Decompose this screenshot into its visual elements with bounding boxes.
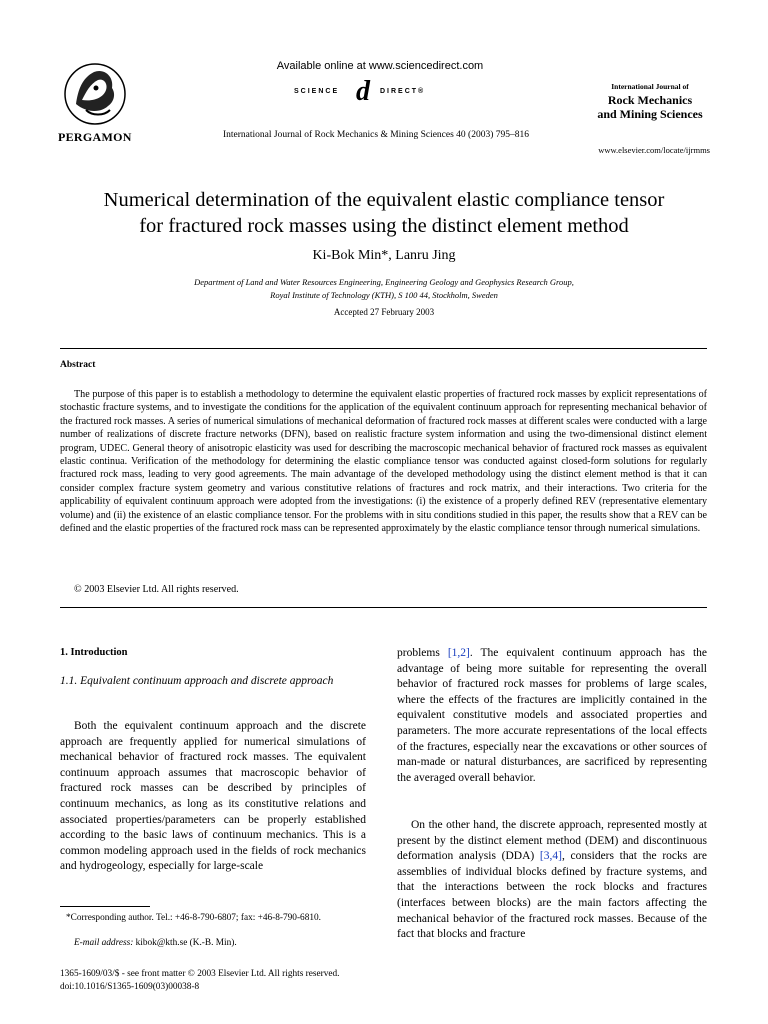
- reference-link-1-2[interactable]: [1,2]: [447, 647, 470, 659]
- footnote-email: [74, 938, 237, 948]
- left-column-paragraph: Both the equivalent continuum approach and the discrete approach are frequently applied for numerical simulations of mechanical behavior of fractured rock masses. The equivalent continuum approach assumes that macroscopic behavior of fractured rock masses can be described by principles of continuum mechanics, as long as its constitutive relations and associated properties/parameters can be properly established according to the basic laws of continuum mechanics. This is a common modeling approach used in the fields of rock mechanics and hydrogeology, especially for large-scale: [60, 720, 366, 873]
- paper-title-line2: for fractured rock masses using the distinct element method: [139, 215, 629, 237]
- journal-citation: International Journal of Rock Mechanics & Mining Sciences 40 (2003) 795–816: [222, 130, 530, 140]
- right-column-paragraph-2: [397, 818, 707, 943]
- footer-doi[interactable]: doi:10.1016/S1365-1609(03)00038-8: [60, 982, 200, 992]
- abstract-heading: Abstract: [60, 360, 96, 370]
- right-p1-rest: . The equivalent continuum approach has the advantage of being more suitable for representing the overall behavior of fractured rock masses for problems of large scales, where the effects of the fractures are implicitly contained in the equivalent constitutive models and associated properties and parameters. The more accurate representations of the local effects of the fractures, especially near the excavations or other sources of man-made or natural disturbances, are sacrificed by representing the averaged overall behavior.: [397, 647, 708, 784]
- available-online-text: Available online at www.sciencedirect.com: [276, 60, 484, 72]
- journal-name-line1: Rock Mechanics: [607, 93, 693, 107]
- right-p1-start: problems: [397, 647, 448, 659]
- paper-authors: Ki-Bok Min*, Lanru Jing: [312, 248, 456, 263]
- footnote-divider: [60, 906, 150, 907]
- abstract-top-rule: [60, 348, 707, 349]
- sciencedirect-left-text: SCIENCE: [294, 88, 340, 95]
- sciencedirect-mark-icon: d: [356, 76, 370, 107]
- publisher-name: PERGAMON: [58, 130, 132, 144]
- abstract-body: The purpose of this paper is to establish a methodology to determine the equivalent elastic properties of fractured rock masses by explicit representations of stochastic fracture systems, and to investigate the conditions for the application of the equivalent continuum approach for representing mechanical behavior of the fractured rock masses. A series of numerical simulations of mechanical deformation of fractured rock masses at different scales were conducted with a large number of realizations of discrete fracture networks (DFN), based on realistic fracture system information and using the two-dimensional distinct element program, UDEC. General theory of anisotropic elasticity was used for describing the macroscopic mechanical behavior of fractured rock masses as equivalent elastic continua. Verification of the methodology for determining the elastic compliance tensor was conducted against closed-form solutions for regularly fractured rock mass, leading to very good agreements. The main advantage of the developed methodology using the distinct element method is that it can consider complex fracture system geometry and various constitutive relations of fractures and rock matrix, and their interactions. Two criteria for the applicability of equivalent continuum approach were adopted from the investigations: (i) the existence of a properly defined REV (representative elementary volume) and (ii) the existence of an elastic compliance tensor. For the problems with in situ conditions studied in this paper, the results show that a REV can be defined and the elastic properties of the fractured rock mass can be represented approximately by the elastic compliance tensor through numerical simulations.: [60, 389, 707, 535]
- elsevier-tree-logo: [60, 60, 130, 126]
- affiliation-line2: Royal Institute of Technology (KTH), S 100 44, Stockholm, Sweden: [270, 290, 498, 300]
- journal-name-small: International Journal of: [611, 82, 689, 91]
- affiliation-line1: Department of Land and Water Resources Engineering, Engineering Geology and Geophysics Research Group,: [194, 277, 574, 287]
- right-p2-start: On the other hand, the discrete approach, represented mostly at present by the distinct element method (DEM) and discontinuous deformation analysis (DDA): [397, 819, 707, 863]
- right-p2-rest: , considers that the rocks are assemblies of individual blocks defined by fracture systems, and that the interactions between the rock blocks and fractures (interfaces between blocks) are the main factors affecting the mechanical behavior of the fractured rock masses. Because of the fact that blocks and fracture: [397, 850, 707, 941]
- right-column-paragraph-1: [397, 646, 707, 786]
- accepted-date: Accepted 27 February 2003: [333, 307, 435, 317]
- footnote-corresponding: *Corresponding author. Tel.: +46-8-790-6807; fax: +46-8-790-6810.: [66, 913, 321, 923]
- journal-name-line2: and Mining Sciences: [597, 107, 703, 121]
- journal-url[interactable]: www.elsevier.com/locate/ijrmms: [598, 145, 710, 155]
- reference-link-3-4[interactable]: [3,4]: [539, 850, 562, 863]
- section-heading-introduction: 1. Introduction: [60, 647, 128, 658]
- sciencedirect-logo: [290, 76, 470, 107]
- abstract-copyright: © 2003 Elsevier Ltd. All rights reserved.: [74, 584, 239, 595]
- paper-title-line1: Numerical determination of the equivalent elastic compliance tensor: [103, 189, 665, 211]
- subsection-heading: 1.1. Equivalent continuum approach and discrete approach: [60, 675, 334, 687]
- email-label: E-mail address:: [74, 938, 134, 948]
- email-value[interactable]: kibok@kth.se (K.-B. Min).: [133, 938, 237, 948]
- abstract-bottom-rule: [60, 607, 707, 608]
- sciencedirect-right-text: DIRECT®: [380, 88, 426, 95]
- footer-issn: 1365-1609/03/$ - see front matter © 2003 Elsevier Ltd. All rights reserved.: [60, 969, 340, 979]
